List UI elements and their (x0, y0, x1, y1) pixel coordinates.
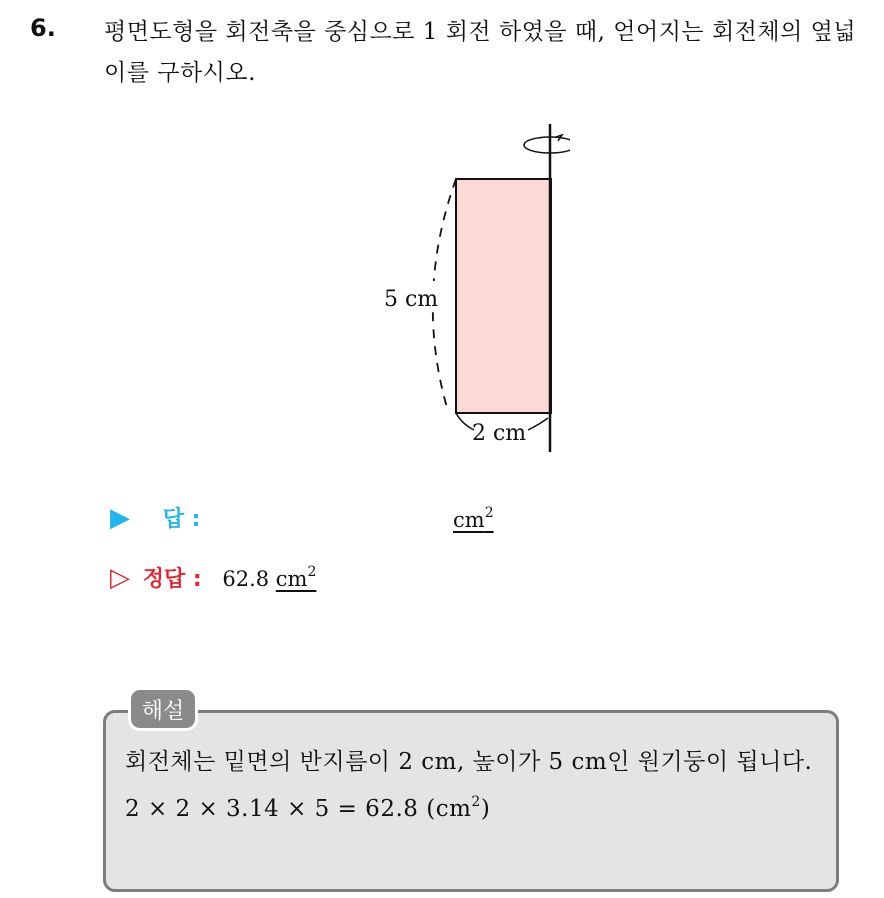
explanation-tag: 해설 (128, 687, 198, 731)
correct-label: 정답 : (142, 567, 202, 592)
rotation-figure (370, 118, 570, 463)
question-text: 평면도형을 회전축을 중심으로 1 회전 하였을 때, 얻어지는 회전체의 옆넓이를 구하시오. (104, 19, 857, 86)
explanation-content (125, 743, 830, 828)
answer-blank[interactable] (453, 505, 494, 532)
height-label: 5 cm (384, 287, 439, 312)
correct-unit: $cm^2$ (275, 564, 317, 591)
width-label: 2 cm (472, 421, 527, 446)
answer-row (110, 502, 200, 533)
correct-value: 62.8 (222, 567, 270, 591)
triangle-filled-icon: ▶ (110, 503, 130, 533)
answer-unit: $cm^2$ (453, 505, 494, 532)
question-number: 6. (30, 14, 56, 42)
triangle-outline-icon: ▷ (110, 563, 130, 593)
explanation-formula: 2 × 2 × 3.14 × 5 = 62.8 $(cm^2)$ (125, 794, 491, 822)
rotation-arrow-icon (524, 135, 570, 153)
answer-label: 답 : (162, 507, 201, 532)
correct-row (110, 562, 316, 593)
explanation-text: 회전체는 밑면의 반지름이 2 cm, 높이가 5 cm인 원기둥이 됩니다. (125, 749, 813, 775)
rectangle-shape (456, 179, 551, 413)
